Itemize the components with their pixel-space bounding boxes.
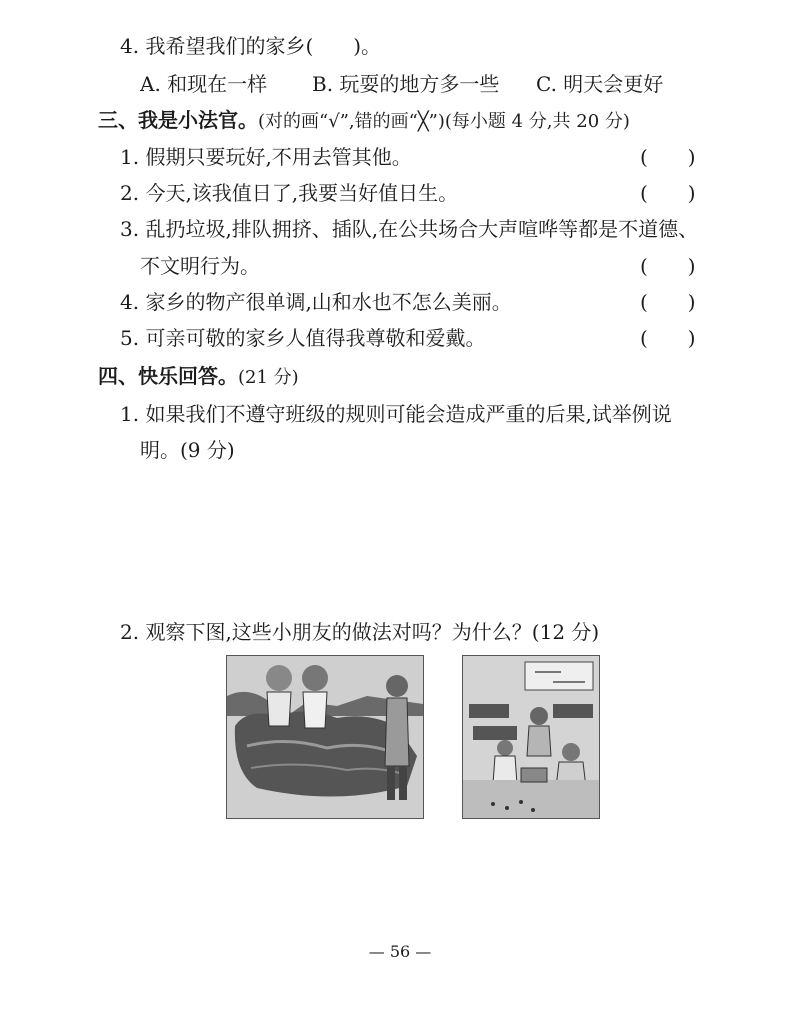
judge-blank-1[interactable]: ( ) <box>640 145 696 169</box>
illustration-rock-climbing <box>226 655 424 819</box>
q4-stem: 4. 我希望我们的家乡( )。 <box>120 34 382 58</box>
judge-item-1: 1. 假期只要玩好,不用去管其他。 <box>120 145 412 169</box>
q4-option-b: B. 玩耍的地方多一些 <box>312 72 500 96</box>
section3-heading <box>98 106 630 136</box>
judge-blank-2[interactable]: ( ) <box>640 181 696 205</box>
section4-title: 四、快乐回答。 <box>98 364 238 388</box>
answer-q1: 1. 如果我们不遵守班级的规则可能会造成严重的后果,试举例说 <box>120 402 672 426</box>
answer-q2: 2. 观察下图,这些小朋友的做法对吗？为什么？(12 分) <box>120 620 600 644</box>
section4-note: (21 分) <box>238 367 299 388</box>
judge-item-3-continuation: 不文明行为。 <box>140 254 260 278</box>
judge-blank-4[interactable]: ( ) <box>640 290 696 314</box>
q4-option-a: A. 和现在一样 <box>140 72 268 96</box>
judge-blank-3[interactable]: ( ) <box>640 254 696 278</box>
answer-q1-continuation: 明。(9 分) <box>140 438 235 462</box>
section3-title: 三、我是小法官。 <box>98 108 258 132</box>
judge-item-5: 5. 可亲可敬的家乡人值得我尊敬和爱戴。 <box>120 326 486 350</box>
judge-item-4: 4. 家乡的物产很单调,山和水也不怎么美丽。 <box>120 290 512 314</box>
page-number: — 56 — <box>368 942 432 961</box>
q4-option-c: C. 明天会更好 <box>536 72 664 96</box>
section3-note: (对的画“√”,错的画“╳”)(每小题 4 分,共 20 分) <box>258 111 630 132</box>
judge-item-2: 2. 今天,该我值日了,我要当好值日生。 <box>120 181 459 205</box>
section4-heading <box>98 362 299 392</box>
illustration-classroom-drawing <box>463 656 599 818</box>
illustration-classroom <box>462 655 600 819</box>
judge-item-3: 3. 乱扔垃圾,排队拥挤、插队,在公共场合大声喧哗等都是不道德、 <box>120 217 699 241</box>
illustration-rock-climbing-drawing <box>227 656 423 818</box>
judge-blank-5[interactable]: ( ) <box>640 326 696 350</box>
